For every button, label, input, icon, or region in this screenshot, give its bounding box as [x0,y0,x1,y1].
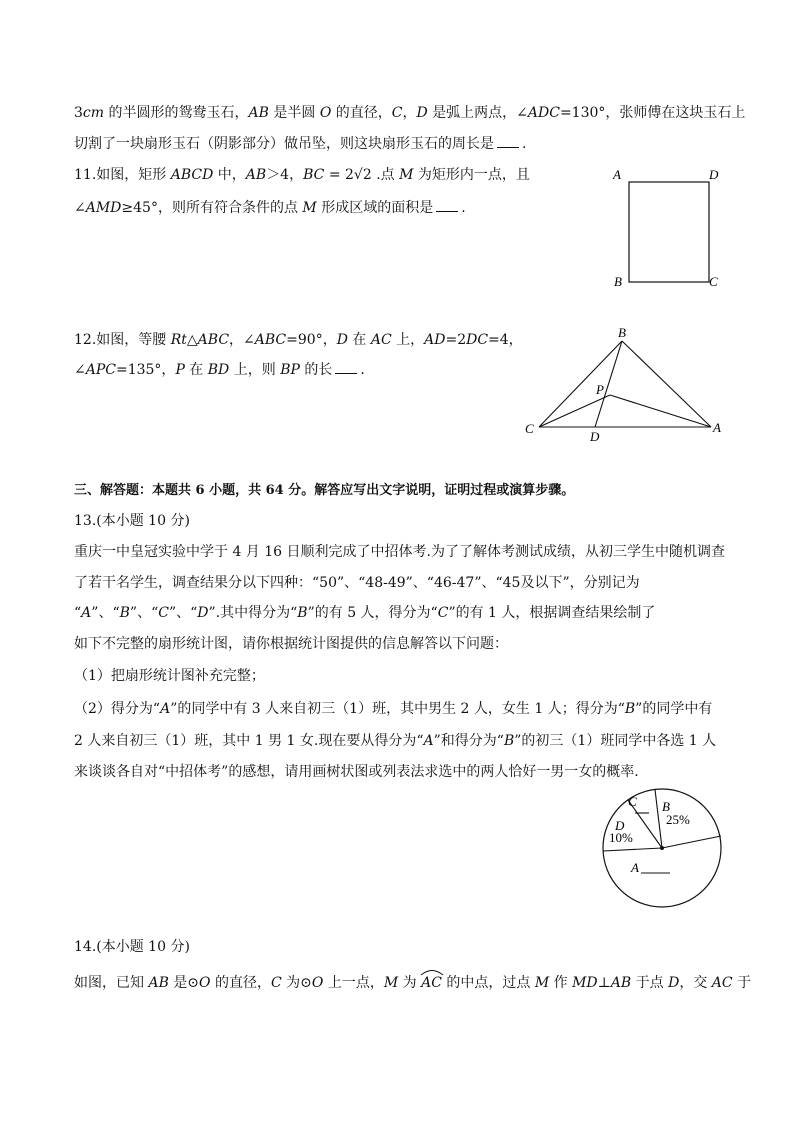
text: M [399,167,414,183]
answer-blank [436,199,458,212]
text: 于点 [631,975,669,991]
text: ∠ADC [516,105,560,121]
q13-line-4: 如下不完整的扇形统计图，请你根据统计图提供的信息解答以下问题： [74,636,508,652]
label-d: D [709,167,719,182]
arc-mark-icon [420,968,444,976]
text: M [383,975,399,991]
text: ⊥ [597,975,611,991]
text: =90°， [286,332,337,348]
text: Rt [170,332,187,348]
text: ∠APC [74,362,116,378]
text: 作 [549,975,573,991]
text: D [668,975,680,991]
pie-label-d: D [615,818,625,833]
text: 于 [732,975,752,991]
text: 的直径， [210,975,271,991]
text: 3 [74,105,83,121]
text: 为⊙ [281,975,312,991]
pie-center-dot [660,846,664,850]
text: ”的有 1 人，根据调查结果绘制了 [448,605,656,621]
text: C [158,605,169,621]
pie-divider-b [662,836,721,848]
text: 12.如图，等腰 [74,332,171,348]
text: O [311,975,324,991]
segment-cb [539,341,622,427]
segment-ba [622,341,711,427]
q14-heading: 14.(本小题 10 分) [74,939,190,955]
text: B [119,605,130,621]
text: ∠ABC [243,332,287,348]
text: 上，则 [229,362,281,378]
text: △ [186,332,198,348]
text: ”和得分为“ [433,733,504,749]
text: AB [245,167,267,183]
text: M [302,200,317,216]
text: AB [610,975,632,991]
label-b: B [614,274,622,289]
text: 的长 [299,362,333,378]
q13-line-6 [74,699,712,719]
answer-blank [497,135,519,148]
text: ”、“ [91,605,120,621]
text: MD [572,975,598,991]
text: A [81,605,92,621]
text: ∠AMD [74,200,122,216]
text: DC [466,332,489,348]
text: AB [148,975,169,991]
segment-pa [610,395,711,427]
text: M [534,975,550,991]
label-b: B [618,325,626,340]
text: √2 [353,167,372,183]
text: 形成区域的面积是 [316,200,434,216]
text: 11.如图，矩形 [74,167,171,183]
label-a: A [613,167,621,182]
pie-label-d-percent: 10% [609,830,633,845]
p10-line-2 [74,134,526,154]
text: O [199,975,211,991]
text: 的中点，过点 [441,975,535,991]
label-d: D [590,429,600,444]
label-c: C [525,421,534,436]
text: 为 [398,975,422,991]
text: 是半圆 [268,105,320,121]
pie-divider-d [604,848,663,851]
text: A [423,733,434,749]
text: ABCD [170,167,214,183]
q14-line-1 [74,971,751,993]
text: 上一点， [323,975,384,991]
arc-ac [421,971,442,993]
label-p: P [596,382,604,397]
text: BC [303,167,325,183]
text: D [336,332,348,348]
pie-label-a: A [631,860,639,875]
q13-line-8: 来谈谈各自对“中招体考”的感想，请用画树状图或列表法求选中的两人恰好一男一女的概率. [74,764,639,780]
text: B [297,605,308,621]
p11-line-1 [74,165,530,185]
text: 为矩形内一点，且 [413,167,530,183]
text: D [197,605,209,621]
text: 2 人来自初三（1）班，其中 1 男 1 女.现在要从得分为“ [74,733,424,749]
section-3-heading: 三、解答题：本题共 6 小题，共 64 分。解答应写出文字说明，证明过程或演算步骤。 [74,483,575,498]
text: .点 [371,167,400,183]
q13-line-7 [74,731,716,751]
text: 中， [213,167,246,183]
rectangle-abcd [629,182,709,282]
text: =130°，张师傅在这块玉石上 [559,105,746,121]
text: 是⊙ [168,975,200,991]
text: C [270,975,282,991]
q13-line-5: （1）把扇形统计图补充完整； [74,668,265,684]
triangle-figure [515,322,730,447]
rectangle-figure [605,160,735,295]
text: AC [421,975,442,991]
p10-line-1 [74,103,745,123]
text: 如图，已知 [74,975,149,991]
pie-label-b-percent: 25% [666,812,690,827]
text: B [503,733,515,749]
text: ”的初三（1）班同学中各选 1 人 [514,733,717,749]
pie-chart-figure [595,786,730,910]
text: ”、“ [168,605,198,621]
q13-line-1: 重庆一中皇冠实验中学于 4 月 16 日顺利完成了中招体考.为了了解体考测试成绩，从初三学生中随机调查 [74,544,725,560]
text: =135°， [115,362,176,378]
text: BD [207,362,230,378]
text: “ [74,605,82,621]
text: AC [711,975,733,991]
label-a: A [713,420,721,435]
pie-label-c: C [628,794,637,809]
text: B [624,701,636,717]
text: C [437,605,449,621]
p11-line-2 [74,198,466,218]
text: 在 [184,362,208,378]
text: （2）得分为“ [74,701,161,717]
text: O [319,105,332,121]
text: ”的同学中有 [635,701,713,717]
text: P [175,362,185,378]
text: BP [280,362,300,378]
text: ”.其中得分为“ [208,605,298,621]
text: 切割了一块扇形玉石（阴影部分）做吊坠，则这块扇形玉石的周长是 [74,136,494,152]
label-c: C [709,274,718,289]
text: ≥45°，则所有符合条件的点 [121,200,303,216]
text: ＞4， [266,167,304,183]
q13-line-2: 了若干名学生，调查结果分以下四种：“50”、“48-49”、“46-47”、“45及以下”，分别记为 [74,575,640,591]
text: =4， [488,332,523,348]
text: AD [424,332,446,348]
text: ABC [197,332,230,348]
p12-line-1 [74,330,523,350]
text: 上， [391,332,425,348]
text: . [522,136,527,152]
p12-line-2 [74,360,365,380]
text: ， [402,105,417,121]
text: ， [229,332,244,348]
text: = 2 [324,167,354,183]
segment-cp [539,395,610,427]
text: 的直径， [331,105,392,121]
q13-heading: 13.(本小题 10 分) [74,513,190,529]
text: ，交 [679,975,712,991]
text: AC [370,332,392,348]
text: 的半圆形的鸳鸯玉石， [104,105,249,121]
text: ”、“ [129,605,159,621]
q13-line-3 [74,603,655,623]
text: cm [82,105,105,121]
pie-label-b: B [662,799,670,814]
text: A [160,701,171,717]
text: C [391,105,403,121]
text: 是弧上两点， [427,105,517,121]
text: 在 [347,332,371,348]
text: AB [248,105,269,121]
text: . [461,200,466,216]
text: =2 [445,332,467,348]
text: ”的有 5 人，得分为“ [307,605,438,621]
text: ”的同学中有 3 人来自初三（1）班，其中男生 2 人，女生 1 人；得分为“ [170,701,625,717]
text: D [416,105,428,121]
answer-blank [335,361,357,374]
text: . [360,362,365,378]
